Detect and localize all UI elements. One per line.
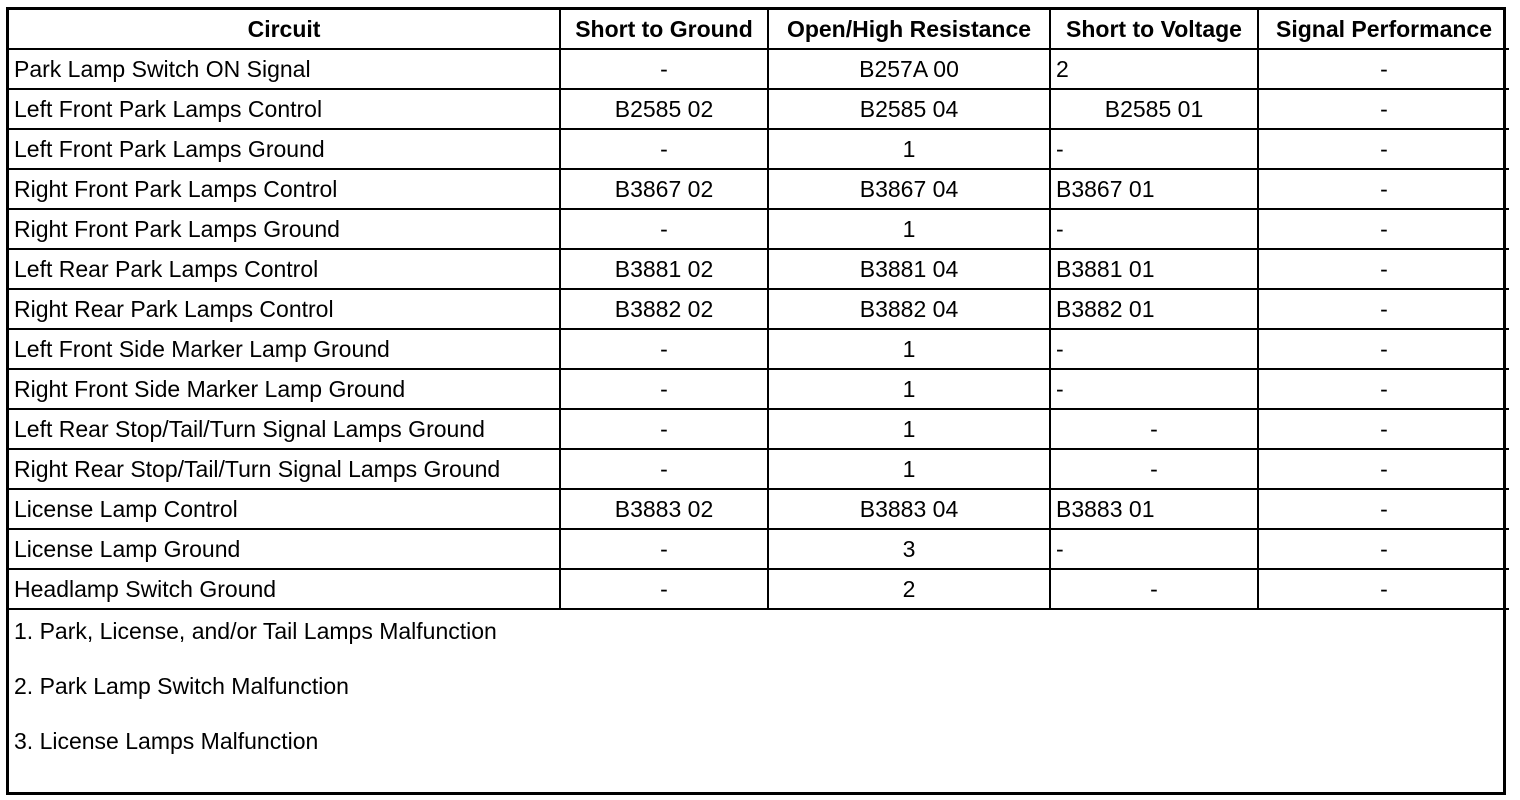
table-row (9, 289, 1509, 329)
cell-signal-performance: - (1258, 369, 1509, 409)
cell-open-high-resistance: 1 (768, 129, 1050, 169)
table-row (9, 169, 1509, 209)
footnote-2: 2. Park Lamp Switch Malfunction (14, 673, 349, 699)
cell-short-to-voltage: - (1050, 209, 1258, 249)
cell-circuit: Headlamp Switch Ground (9, 569, 560, 609)
cell-open-high-resistance: 1 (768, 449, 1050, 489)
cell-open-high-resistance: B3867 04 (768, 169, 1050, 209)
cell-signal-performance: - (1258, 89, 1509, 129)
table-row (9, 529, 1509, 569)
cell-circuit: Right Front Park Lamps Ground (9, 209, 560, 249)
table-row (9, 209, 1509, 249)
cell-circuit: Left Front Side Marker Lamp Ground (9, 329, 560, 369)
cell-circuit: Right Rear Stop/Tail/Turn Signal Lamps Ground (9, 449, 560, 489)
cell-short-to-voltage: - (1050, 409, 1258, 449)
notes-row (9, 609, 1509, 785)
cell-short-to-ground: - (560, 329, 768, 369)
cell-circuit: Park Lamp Switch ON Signal (9, 49, 560, 89)
cell-short-to-voltage: B3883 01 (1050, 489, 1258, 529)
cell-open-high-resistance: 1 (768, 409, 1050, 449)
cell-short-to-ground: B2585 02 (560, 89, 768, 129)
cell-open-high-resistance: 3 (768, 529, 1050, 569)
table-row (9, 449, 1509, 489)
cell-short-to-ground: B3882 02 (560, 289, 768, 329)
cell-open-high-resistance: 1 (768, 329, 1050, 369)
cell-open-high-resistance: 1 (768, 209, 1050, 249)
table-row (9, 49, 1509, 89)
cell-short-to-ground: - (560, 409, 768, 449)
cell-signal-performance: - (1258, 209, 1509, 249)
cell-open-high-resistance: 1 (768, 369, 1050, 409)
cell-short-to-voltage: - (1050, 129, 1258, 169)
cell-open-high-resistance: B3882 04 (768, 289, 1050, 329)
cell-short-to-voltage: B3881 01 (1050, 249, 1258, 289)
cell-open-high-resistance: B3883 04 (768, 489, 1050, 529)
cell-short-to-ground: - (560, 209, 768, 249)
cell-circuit: Right Rear Park Lamps Control (9, 289, 560, 329)
cell-open-high-resistance: B3881 04 (768, 249, 1050, 289)
cell-short-to-ground: - (560, 369, 768, 409)
cell-short-to-voltage: - (1050, 329, 1258, 369)
cell-signal-performance: - (1258, 489, 1509, 529)
cell-short-to-ground: - (560, 129, 768, 169)
cell-circuit: Left Rear Stop/Tail/Turn Signal Lamps Ground (9, 409, 560, 449)
notes-cell (9, 609, 1509, 785)
cell-short-to-voltage: - (1050, 529, 1258, 569)
cell-circuit: Left Front Park Lamps Control (9, 89, 560, 129)
cell-signal-performance: - (1258, 249, 1509, 289)
header-short-to-voltage: Short to Voltage (1050, 10, 1258, 49)
table-row (9, 249, 1509, 289)
cell-short-to-ground: B3883 02 (560, 489, 768, 529)
cell-circuit: License Lamp Ground (9, 529, 560, 569)
cell-circuit: Left Front Park Lamps Ground (9, 129, 560, 169)
circuit-dtc-table-container (6, 7, 1506, 795)
cell-short-to-ground: - (560, 529, 768, 569)
header-signal-performance: Signal Performance (1258, 10, 1509, 49)
cell-signal-performance: - (1258, 49, 1509, 89)
cell-short-to-ground: - (560, 569, 768, 609)
cell-signal-performance: - (1258, 409, 1509, 449)
cell-circuit: License Lamp Control (9, 489, 560, 529)
cell-signal-performance: - (1258, 569, 1509, 609)
cell-open-high-resistance: B2585 04 (768, 89, 1050, 129)
footnote-1: 1. Park, License, and/or Tail Lamps Malfunction (14, 618, 497, 644)
cell-signal-performance: - (1258, 289, 1509, 329)
table-body (9, 49, 1509, 609)
cell-signal-performance: - (1258, 129, 1509, 169)
cell-circuit: Right Front Side Marker Lamp Ground (9, 369, 560, 409)
header-row (9, 10, 1509, 49)
cell-open-high-resistance: B257A 00 (768, 49, 1050, 89)
cell-signal-performance: - (1258, 329, 1509, 369)
cell-short-to-voltage: - (1050, 449, 1258, 489)
cell-short-to-voltage: B3867 01 (1050, 169, 1258, 209)
cell-circuit: Left Rear Park Lamps Control (9, 249, 560, 289)
cell-short-to-ground: - (560, 449, 768, 489)
cell-short-to-ground: B3867 02 (560, 169, 768, 209)
table-row (9, 569, 1509, 609)
circuit-dtc-table (9, 10, 1509, 785)
table-row (9, 489, 1509, 529)
table-row (9, 369, 1509, 409)
cell-short-to-voltage: B3882 01 (1050, 289, 1258, 329)
cell-short-to-voltage: 2 (1050, 49, 1258, 89)
cell-circuit: Right Front Park Lamps Control (9, 169, 560, 209)
header-open-high-resistance: Open/High Resistance (768, 10, 1050, 49)
cell-short-to-ground: - (560, 49, 768, 89)
cell-short-to-ground: B3881 02 (560, 249, 768, 289)
cell-signal-performance: - (1258, 169, 1509, 209)
table-row (9, 329, 1509, 369)
table-row (9, 409, 1509, 449)
cell-short-to-voltage: B2585 01 (1050, 89, 1258, 129)
header-short-to-ground: Short to Ground (560, 10, 768, 49)
cell-signal-performance: - (1258, 529, 1509, 569)
header-circuit: Circuit (9, 10, 560, 49)
table-row (9, 129, 1509, 169)
footnote-3: 3. License Lamps Malfunction (14, 728, 319, 754)
cell-short-to-voltage: - (1050, 569, 1258, 609)
cell-signal-performance: - (1258, 449, 1509, 489)
cell-short-to-voltage: - (1050, 369, 1258, 409)
table-row (9, 89, 1509, 129)
cell-open-high-resistance: 2 (768, 569, 1050, 609)
